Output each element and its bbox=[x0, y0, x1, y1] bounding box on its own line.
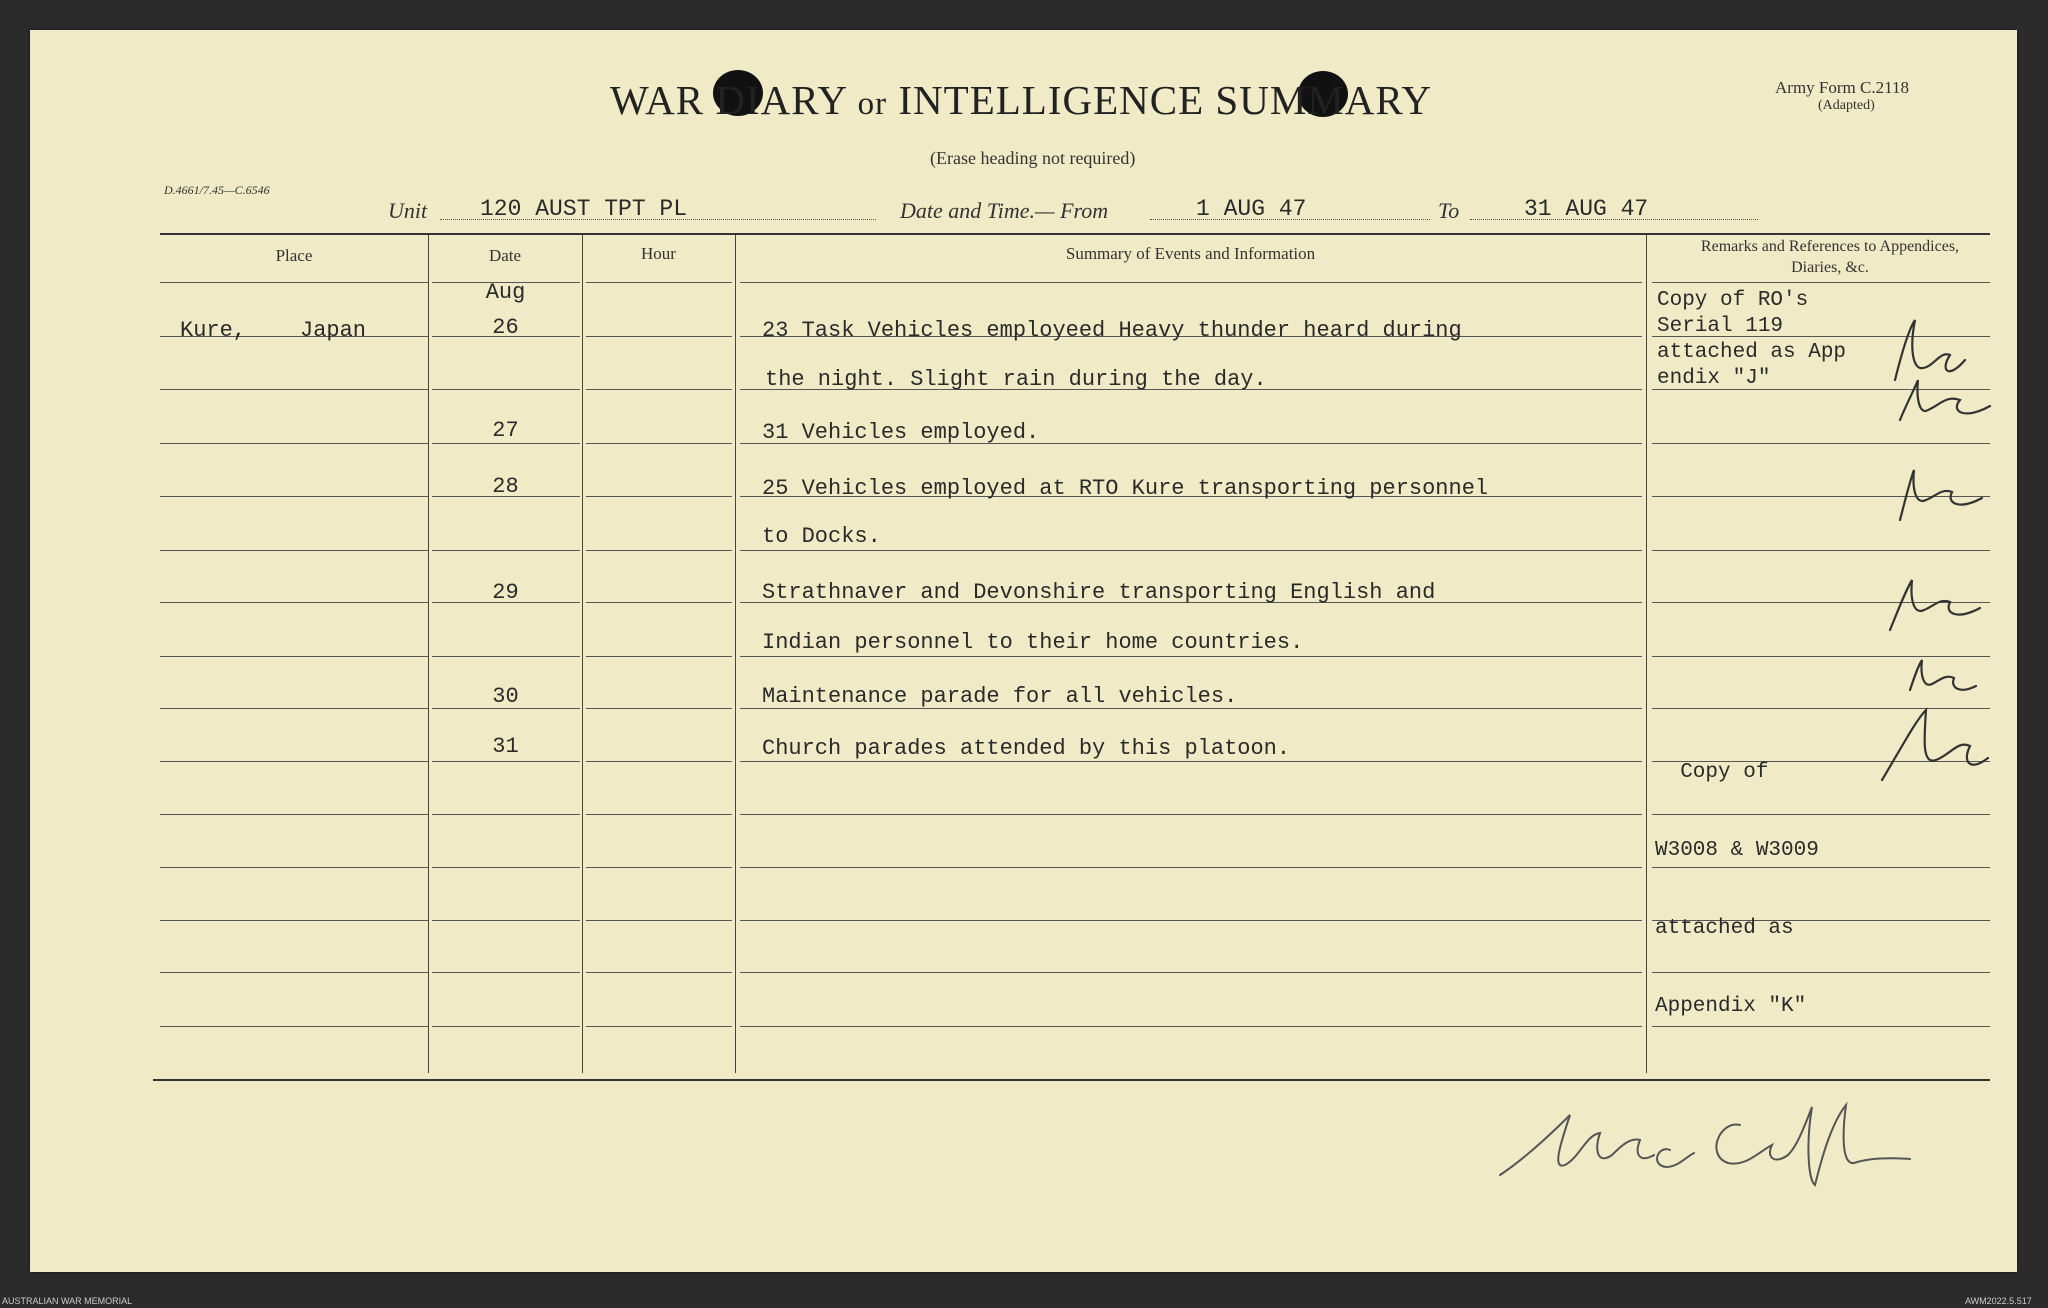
remark-appendix-j bbox=[1657, 288, 1846, 392]
unit-value: 120 AUST TPT PL bbox=[480, 196, 688, 222]
initials-marks bbox=[1870, 310, 2000, 790]
ruled-line bbox=[586, 708, 732, 709]
ruled-line bbox=[432, 1026, 580, 1027]
ruled-line bbox=[740, 282, 1642, 283]
ruled-line bbox=[586, 282, 732, 283]
ruled-line bbox=[586, 602, 732, 603]
ruled-line bbox=[432, 814, 580, 815]
entry-text: 31 Vehicles employed. bbox=[762, 420, 1040, 445]
unit-label: Unit bbox=[388, 198, 428, 223]
entry-date: 29 bbox=[492, 580, 519, 605]
ruled-line bbox=[160, 656, 428, 657]
footer-right: AWM2022.5.517 bbox=[1965, 1296, 2032, 1306]
ruled-line bbox=[432, 656, 580, 657]
ruled-line bbox=[160, 389, 428, 390]
ruled-line bbox=[160, 1026, 428, 1027]
entry-text: Indian personnel to their home countries. bbox=[762, 630, 1304, 655]
place-city: Kure, bbox=[180, 318, 247, 343]
ruled-line bbox=[586, 920, 732, 921]
remark-line: Copy of bbox=[1655, 761, 1769, 784]
date-to-value: 31 AUG 47 bbox=[1524, 196, 1649, 222]
date-from-value: 1 AUG 47 bbox=[1196, 196, 1307, 222]
ruled-line bbox=[160, 867, 428, 868]
entry-date: 26 bbox=[492, 315, 519, 340]
ruled-line bbox=[740, 550, 1642, 551]
ruled-line bbox=[1652, 282, 1990, 283]
ruled-line bbox=[586, 656, 732, 657]
ruled-line bbox=[432, 389, 580, 390]
entry-text: Church parades attended by this platoon. bbox=[762, 736, 1291, 761]
remark-line: Copy of RO's bbox=[1657, 289, 1809, 312]
entry-text: Maintenance parade for all vehicles. bbox=[762, 684, 1238, 709]
army-form-label: Army Form C.2118 bbox=[1775, 78, 1909, 97]
ruled-line bbox=[740, 814, 1642, 815]
ruled-line bbox=[740, 867, 1642, 868]
entry-date: 30 bbox=[492, 684, 519, 709]
date-to-label: To bbox=[1438, 198, 1460, 223]
ruled-line bbox=[586, 814, 732, 815]
column-header-remarks: Remarks and References to Appendices, Diaries, &c. bbox=[1700, 238, 1960, 276]
ruled-line bbox=[586, 336, 732, 337]
date-from-label: Date and Time.— From bbox=[900, 198, 1109, 223]
entry-text: to Docks. bbox=[762, 524, 881, 549]
ruled-line bbox=[586, 1026, 732, 1027]
ruled-line bbox=[740, 1026, 1642, 1027]
remark-line: W3008 & W3009 bbox=[1655, 839, 1819, 862]
remark-line: attached as App bbox=[1657, 341, 1847, 364]
form-code: D.4661/7.45—C.6546 bbox=[164, 183, 270, 197]
ruled-line bbox=[432, 761, 580, 762]
entry-date: 28 bbox=[492, 474, 519, 499]
ruled-line bbox=[740, 656, 1642, 657]
entry-text: the night. Slight rain during the day. bbox=[765, 367, 1267, 392]
ruled-line bbox=[160, 761, 428, 762]
ruled-line bbox=[160, 708, 428, 709]
entry-date: 27 bbox=[492, 418, 519, 443]
title-or: or bbox=[857, 86, 888, 122]
ruled-line bbox=[160, 282, 428, 283]
footer-left: AUSTRALIAN WAR MEMORIAL bbox=[2, 1296, 133, 1306]
ruled-line bbox=[160, 814, 428, 815]
ruled-line bbox=[740, 972, 1642, 973]
ruled-line bbox=[160, 920, 428, 921]
ruled-line bbox=[432, 920, 580, 921]
entry-text: 25 Vehicles employed at RTO Kure transporting personnel bbox=[762, 476, 1489, 501]
remark-line: Serial 119 bbox=[1657, 315, 1784, 338]
ruled-line bbox=[160, 443, 428, 444]
ruled-line bbox=[586, 972, 732, 973]
column-header-hour: Hour bbox=[641, 244, 676, 263]
ruled-line bbox=[160, 972, 428, 973]
remark-line: endix "J" bbox=[1657, 367, 1771, 390]
column-header-summary: Summary of Events and Information bbox=[1065, 244, 1316, 263]
ruled-line bbox=[432, 867, 580, 868]
remark-line: Appendix "K" bbox=[1655, 995, 1807, 1018]
adapted-label: (Adapted) bbox=[1818, 98, 1875, 113]
remark-line: attached as bbox=[1655, 917, 1794, 940]
ruled-line bbox=[740, 761, 1642, 762]
column-header-date: Date bbox=[488, 246, 522, 265]
date-month: Aug bbox=[485, 280, 526, 305]
entry-date: 31 bbox=[492, 734, 519, 759]
ruled-line bbox=[432, 443, 580, 444]
ruled-line bbox=[586, 443, 732, 444]
title-intelligence-summary: INTELLIGENCE SUMMARY bbox=[898, 77, 1433, 123]
entry-text: 23 Task Vehicles employeed Heavy thunder heard during bbox=[762, 318, 1462, 343]
ruled-line bbox=[586, 550, 732, 551]
remark-appendix-k bbox=[1655, 708, 1819, 1046]
column-header-place: Place bbox=[275, 246, 313, 265]
page-title bbox=[610, 76, 1510, 124]
title-war-diary: WAR DIARY bbox=[610, 77, 847, 123]
place-country: Japan bbox=[300, 318, 367, 343]
subtitle: (Erase heading not required) bbox=[930, 148, 1136, 168]
ruled-line bbox=[586, 389, 732, 390]
ruled-line bbox=[586, 761, 732, 762]
ruled-line bbox=[160, 602, 428, 603]
entry-text: Strathnaver and Devonshire transporting English and bbox=[762, 580, 1436, 605]
officer-signature bbox=[1490, 1085, 1950, 1195]
ruled-line bbox=[586, 496, 732, 497]
ruled-line bbox=[160, 496, 428, 497]
ruled-line bbox=[740, 920, 1642, 921]
ruled-line bbox=[432, 550, 580, 551]
ruled-line bbox=[586, 867, 732, 868]
ruled-line bbox=[160, 550, 428, 551]
ruled-line bbox=[432, 972, 580, 973]
